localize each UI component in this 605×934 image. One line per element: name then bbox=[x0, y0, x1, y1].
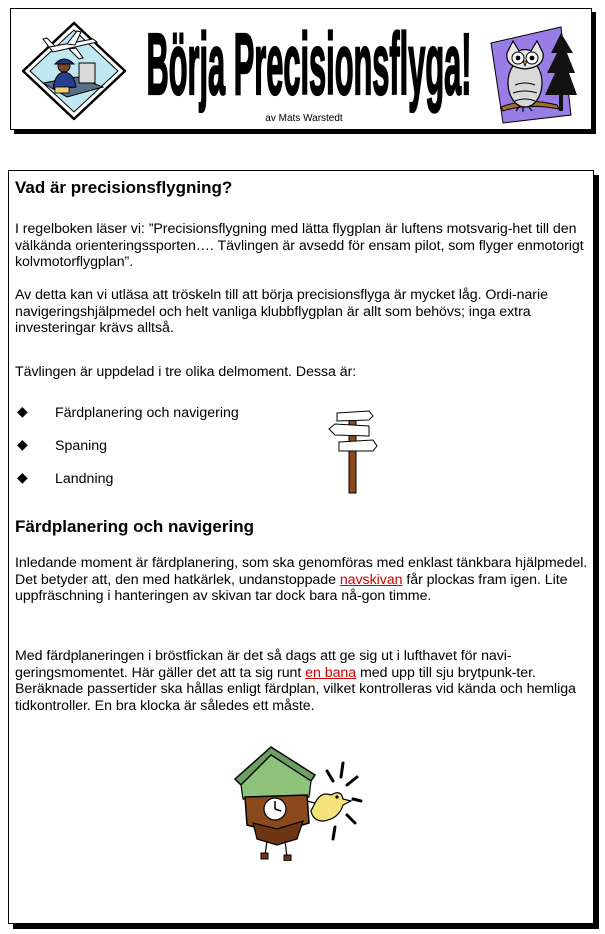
paragraph-components: Tävlingen är uppdelad i tre olika delmoment. Dessa är: bbox=[15, 364, 357, 380]
article-box bbox=[8, 170, 594, 924]
airplane-pilot-clipart-icon bbox=[19, 21, 129, 121]
paragraph-threshold: Av detta kan vi utläsa att tröskeln till att börja precisionsflyga är mycket låg. Ordi-narie navigeringshjälpmedel och helt vanliga klubbflygplan är allt som behövs; inga extra investeringar krävs alltså. bbox=[15, 287, 548, 336]
list-item: ◆ Landning bbox=[17, 469, 114, 487]
paragraph-rulebook: I regelboken läser vi: ”Precisionsflygning med lätta flygplan är luftens motsvarig-het till den välkända orienteringssporten…. Tävlingen är avsedd för ensam pilot, som flyger enmotorigt kolvmotorflygplan”. bbox=[15, 221, 584, 270]
en-bana-link[interactable]: en bana bbox=[305, 664, 357, 681]
author-byline: av Mats Warstedt bbox=[265, 113, 343, 124]
paragraph-planning: Inledande moment är färdplanering, som ska genomföras med enklast tänkbara hjälpmedel. Det betyder att, den med hatkärlek, undanstoppade navskivan får plockas fram igen. Lite uppfräschning i hanteringen av skivan tar dock bara nå-gon timme. bbox=[15, 555, 588, 604]
diamond-bullet-icon: ◆ bbox=[17, 436, 28, 452]
page-title bbox=[137, 9, 482, 117]
components-list bbox=[17, 403, 317, 502]
signpost-clipart-icon bbox=[327, 409, 379, 495]
page-title-text: Börja Precisionsflyga! bbox=[146, 16, 472, 114]
list-item: ◆ Färdplanering och navigering bbox=[17, 403, 239, 421]
navskivan-link[interactable]: navskivan bbox=[339, 571, 403, 588]
diamond-bullet-icon: ◆ bbox=[17, 403, 28, 419]
owl-clipart-icon bbox=[487, 23, 583, 127]
list-item: ◆ Spaning bbox=[17, 436, 108, 454]
diamond-bullet-icon: ◆ bbox=[17, 469, 28, 485]
section-heading-planning: Färdplanering och navigering bbox=[15, 517, 254, 536]
paragraph-navigation: Med färdplaneringen i bröstfickan är det så dags att ge sig ut i lufthavet för navi-geringsmomentet. Här gäller det att ta sig runt en bana med upp till sju brytpunk-ter. Beräknade passertider ska hållas enligt färdplan, vilket kontrolleras vid kända och hemliga tidkontroller. En bra klocka är således ett måste. bbox=[15, 648, 576, 714]
page-header bbox=[10, 8, 592, 130]
cuckoo-clock-clipart-icon bbox=[227, 741, 377, 861]
section-heading-precision: Vad är precisionsflygning? bbox=[15, 178, 233, 197]
